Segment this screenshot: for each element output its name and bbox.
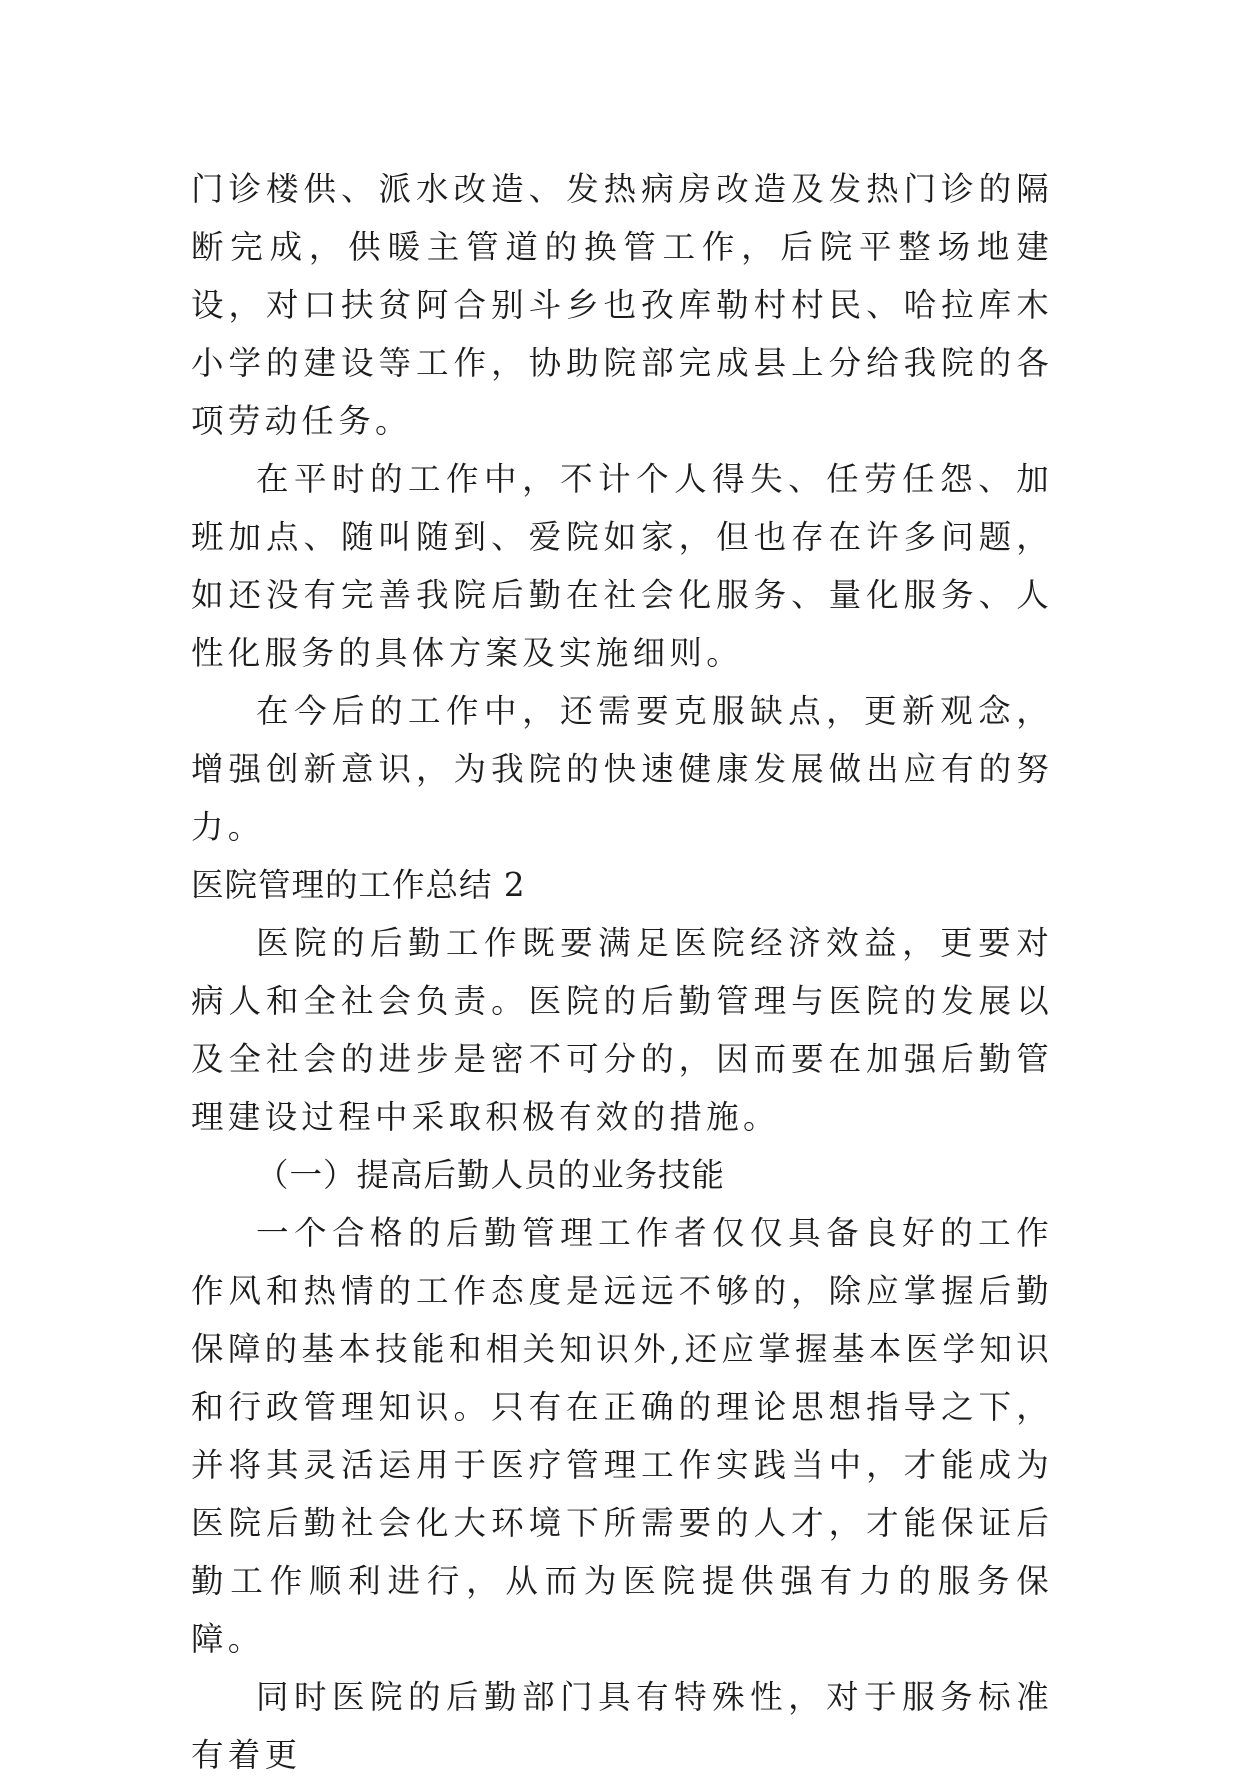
paragraph-daily-work: 在平时的工作中，不计个人得失、任劳任怨、加班加点、随叫随到、爱院如家，但也存在许多问题，如还没有完善我院后勤在社会化服务、量化服务、人性化服务的具体方案及实施细则。 — [191, 460, 1053, 672]
paragraph-intro: 医院的后勤工作既要满足医院经济效益，更要对病人和全社会负责。医院的后勤管理与医院的发展以及全社会的进步是密不可分的，因而要在加强后勤管理建设过程中采取积极有效的措施。 — [191, 924, 1053, 1136]
subsection-title: （一）提高后勤人员的业务技能 — [256, 1156, 726, 1194]
paragraph-special-nature: 同时医院的后勤部门具有特殊性，对于服务标准有着更 — [191, 1678, 1053, 1774]
paragraph-future-work: 在今后的工作中，还需要克服缺点，更新观念，增强创新意识，为我院的快速健康发展做出应有的努力。 — [191, 692, 1053, 846]
paragraph-continuation: 门诊楼供、派水改造、发热病房改造及发热门诊的隔断完成，供暖主管道的换管工作，后院平整场地建设，对口扶贫阿合别斗乡也孜库勒村村民、哈拉库木小学的建设等工作，协助院部完成县上分给我院的各项劳动任务。 — [191, 170, 1053, 440]
paragraph-skills: 一个合格的后勤管理工作者仅仅具备良好的工作作风和热情的工作态度是远远不够的，除应掌握后勤保障的基本技能和相关知识外,还应掌握基本医学知识和行政管理知识。只有在正确的理论思想指导之下，并将其灵活运用于医疗管理工作实践当中，才能成为医院后勤社会化大环境下所需要的人才，才能保证后勤工作顺利进行，从而为医院提供强有力的服务保障。 — [191, 1214, 1053, 1658]
document-body — [191, 160, 1053, 1784]
section-title: 医院管理的工作总结 2 — [191, 866, 526, 904]
